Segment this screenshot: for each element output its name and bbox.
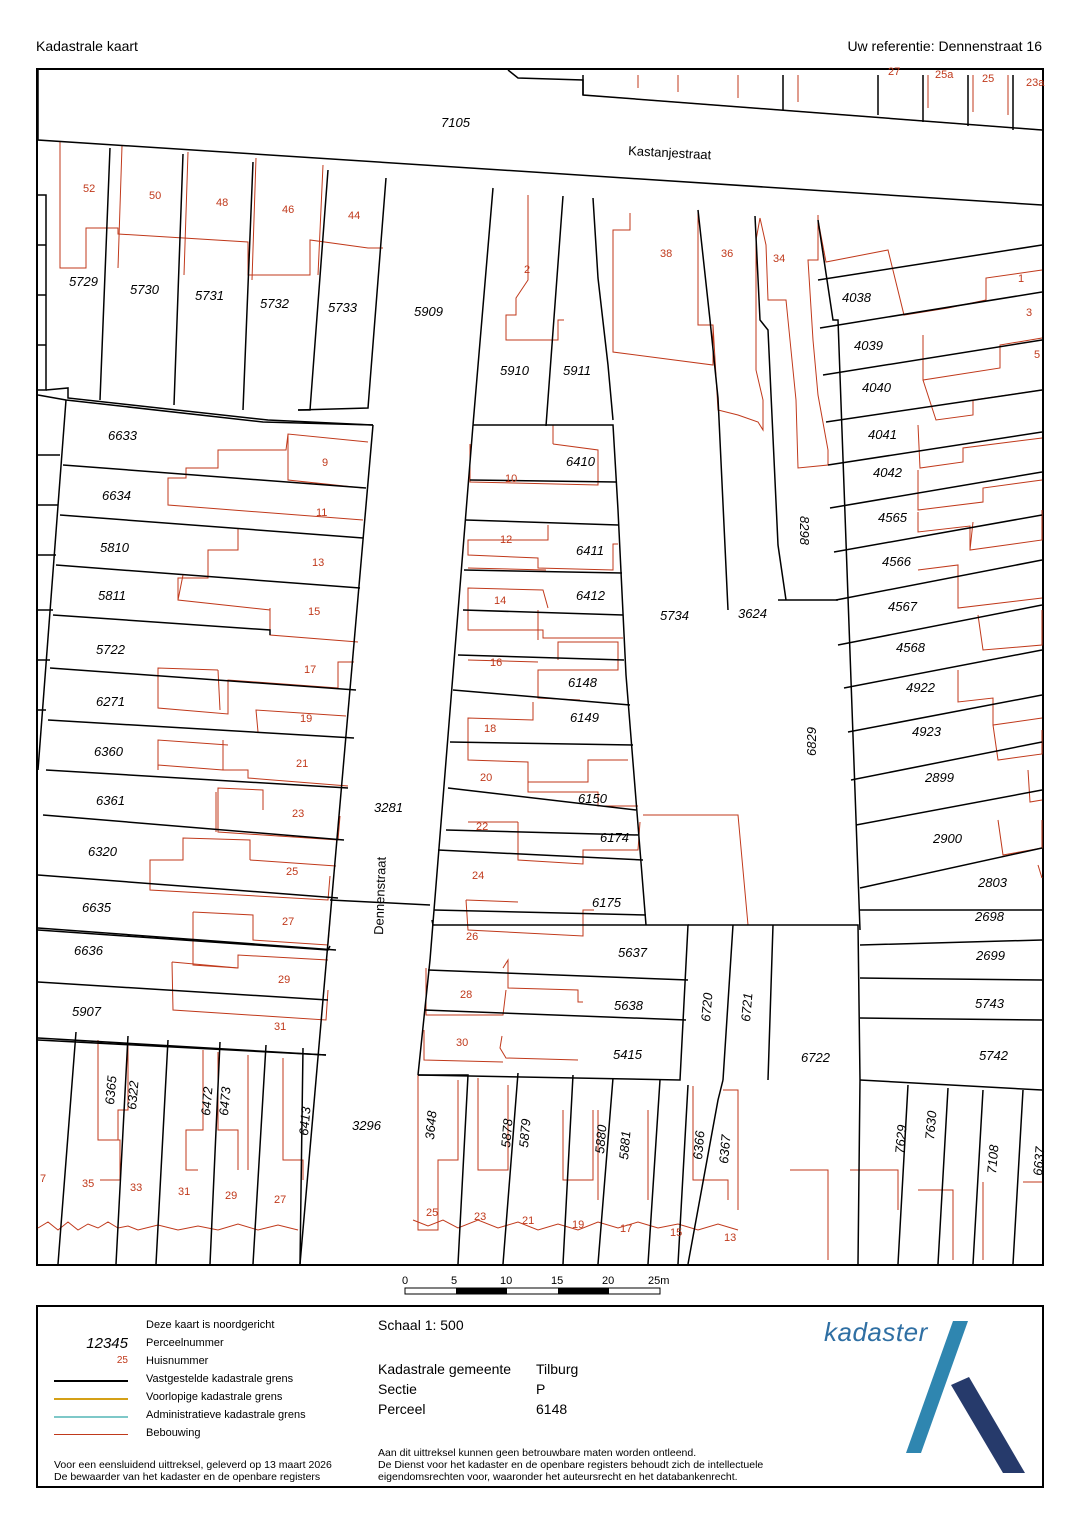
parcel-number[interactable]: 6174 — [600, 830, 629, 845]
provisional-boundary-line-icon — [54, 1398, 128, 1400]
house-number: 20 — [480, 772, 493, 784]
parcel-number[interactable]: 6360 — [94, 744, 123, 759]
parcel-number[interactable]: 4566 — [882, 554, 911, 569]
house-number: 27 — [274, 1194, 287, 1206]
parcel-number[interactable]: 5729 — [69, 274, 98, 289]
parcel-number[interactable]: 3281 — [374, 800, 403, 815]
disclaimer-2: De Dienst voor het kadaster en de openbare registers behoudt zich de intellectuele — [378, 1459, 764, 1471]
parcel-number[interactable]: 6410 — [566, 454, 595, 469]
parcel-number[interactable]: 5811 — [98, 588, 126, 603]
parcel-number[interactable]: 5742 — [979, 1048, 1008, 1063]
parcel-number[interactable]: 5730 — [130, 282, 159, 297]
section-value: P — [536, 1381, 546, 1397]
house-number: 17 — [620, 1223, 633, 1235]
parcel-number[interactable]: 4038 — [842, 290, 871, 305]
parcel-number[interactable]: 7108 — [984, 1144, 1002, 1175]
house-number: 35 — [82, 1178, 95, 1190]
house-number: 48 — [216, 197, 229, 209]
house-number: 17 — [304, 664, 317, 676]
house-number: 31 — [274, 1021, 287, 1033]
house-number: 19 — [572, 1219, 585, 1231]
parcel-number[interactable]: 2699 — [976, 948, 1005, 963]
parcel-number[interactable]: 6148 — [568, 675, 597, 690]
municipality-value: Tilburg — [536, 1361, 579, 1377]
parcel-number[interactable]: 6829 — [804, 727, 819, 756]
parcel-number[interactable]: 6366 — [690, 1130, 708, 1161]
house-number: 46 — [282, 204, 295, 216]
parcel-number[interactable]: 5637 — [618, 945, 647, 960]
house-number: 15 — [308, 606, 321, 618]
house-numbers — [40, 66, 1045, 1244]
parcel-number[interactable]: 3624 — [738, 606, 767, 621]
house-number: 22 — [476, 821, 489, 833]
house-number: 31 — [178, 1186, 191, 1198]
parcel-number[interactable]: 4922 — [906, 680, 935, 695]
parcel-label: Perceel — [378, 1401, 426, 1417]
house-number: 16 — [490, 657, 503, 669]
parcel-number[interactable]: 5878 — [498, 1118, 516, 1149]
house-number: 7 — [40, 1173, 47, 1185]
house-number: 13 — [724, 1232, 737, 1244]
parcel-number[interactable]: 5879 — [516, 1118, 534, 1149]
scale-tick-label: 20 — [602, 1275, 615, 1287]
disclaimer-3: eigendomsrechten voor, waaronder het auteursrecht en het databankenrecht. — [378, 1471, 738, 1483]
parcel-number[interactable]: 4567 — [888, 599, 917, 614]
house-number: 14 — [494, 595, 507, 607]
municipality-label: Kadastrale gemeente — [378, 1361, 512, 1377]
parcel-number[interactable]: 5722 — [96, 642, 125, 657]
scale-text: Schaal 1: 500 — [378, 1317, 464, 1333]
house-number: 3 — [1026, 307, 1033, 319]
house-number: 21 — [522, 1215, 535, 1227]
scale-tick-label: 5 — [451, 1275, 458, 1287]
legend-panel: Deze kaart is noordgericht 12345 Perceelnummer 25 Huisnummer Vastgestelde kadastrale grens Voorlopige kadastrale grens Administratieve kadastrale grens Bebouwing Voor een eensluidend uittreksel, geleverd op 13 maart 2026 De bewaarder van het kadaster en de openbare registers Schaal 1: 500 Kadastrale gemeente Tilburg Sectie P Perceel 6148 Aan dit uittreksel kunnen geen betrouwbare maten worden ontleend. De Dienst voor het kadaster en de openbare registers behoudt zich de intellectuele eigendomsrechten voor, waaronder het auteursrecht en het databankenrecht. kadaster — [36, 1305, 1044, 1488]
house-number: 44 — [348, 210, 361, 222]
house-number: 5 — [1034, 349, 1041, 361]
parcel-number[interactable]: 6411 — [576, 543, 604, 558]
parcel-number[interactable]: 6722 — [801, 1050, 830, 1065]
house-number: 23 — [474, 1211, 487, 1223]
parcel-number[interactable]: 2803 — [978, 875, 1007, 890]
parcel-number[interactable]: 6412 — [576, 588, 605, 603]
parcel-number[interactable]: 5415 — [613, 1047, 642, 1062]
kadaster-logo-icon — [823, 1315, 1033, 1483]
parcel-number[interactable]: 4042 — [873, 465, 902, 480]
parcel-number[interactable]: 5881 — [616, 1130, 634, 1161]
house-number: 29 — [225, 1190, 238, 1202]
parcel-number[interactable]: 6720 — [698, 992, 716, 1023]
parcel-number[interactable]: 6637 — [1030, 1146, 1048, 1177]
parcel-number[interactable]: 6365 — [102, 1075, 120, 1106]
parcel-number[interactable]: 2900 — [933, 831, 962, 846]
house-number: 29 — [278, 974, 291, 986]
house-number: 52 — [83, 183, 96, 195]
house-number: 25 — [982, 73, 995, 85]
street-label-kastanjestraat: Kastanjestraat — [627, 143, 712, 163]
parcel-number[interactable]: 6175 — [592, 895, 621, 910]
house-number: 10 — [505, 473, 518, 485]
house-number: 2 — [524, 264, 531, 276]
house-number: 23a — [1026, 77, 1045, 89]
house-number: 11 — [316, 507, 328, 519]
disclaimer-1: Aan dit uittreksel kunnen geen betrouwbare maten worden ontleend. — [378, 1447, 697, 1459]
house-number: 25 — [426, 1207, 439, 1219]
fixed-boundary-line-icon — [54, 1380, 128, 1382]
scale-tick-label: 15 — [551, 1275, 564, 1287]
parcel-number[interactable]: 6149 — [570, 710, 599, 725]
legend-footnote-1: Voor een eensluidend uittreksel, geleverd op 13 maart 2026 — [54, 1459, 332, 1471]
parcel-number[interactable]: 2899 — [925, 770, 954, 785]
street-label-dennenstraat: Dennenstraat — [371, 856, 389, 936]
house-number: 15 — [670, 1227, 683, 1239]
scale-tick-label: 10 — [500, 1275, 513, 1287]
parcel-number[interactable]: 7629 — [892, 1124, 910, 1155]
parcel-number[interactable]: 6413 — [296, 1106, 314, 1137]
admin-boundary-line-icon — [54, 1416, 128, 1418]
house-number: 34 — [773, 253, 786, 265]
house-number: 36 — [721, 248, 734, 260]
scale-tick-label: 25m — [648, 1275, 670, 1287]
parcel-number[interactable]: 5810 — [100, 540, 129, 555]
cadastral-map[interactable] — [36, 66, 1048, 1266]
house-number: 18 — [484, 723, 497, 735]
house-number: 1 — [1018, 273, 1025, 285]
house-number: 50 — [149, 190, 162, 202]
parcel-number[interactable]: 6634 — [102, 488, 131, 503]
house-number: 24 — [472, 870, 485, 882]
parcel-number[interactable]: 5910 — [500, 363, 529, 378]
parcel-number[interactable]: 4923 — [912, 724, 941, 739]
parcel-number[interactable]: 7630 — [922, 1110, 940, 1141]
parcel-number[interactable]: 6635 — [82, 900, 111, 915]
parcel-number[interactable]: 4039 — [854, 338, 883, 353]
parcel-number[interactable]: 2698 — [975, 909, 1004, 924]
house-number: 27 — [282, 916, 295, 928]
reference-label: Uw referentie: Dennenstraat 16 — [847, 38, 1042, 54]
house-number: 33 — [130, 1182, 143, 1194]
parcel-number[interactable]: 7105 — [441, 115, 470, 130]
parcel-number[interactable]: 5911 — [563, 363, 591, 378]
building-line-icon — [54, 1434, 128, 1435]
parcel-number[interactable]: 6320 — [88, 844, 117, 859]
house-number: 25a — [935, 69, 954, 81]
parcel-number[interactable]: 6721 — [738, 992, 756, 1023]
parcel-value: 6148 — [536, 1401, 568, 1417]
parcel-number[interactable]: 4565 — [878, 510, 907, 525]
parcel-number[interactable]: 5734 — [660, 608, 689, 623]
house-number: 28 — [460, 989, 473, 1001]
house-number: 13 — [312, 557, 325, 569]
house-number: 30 — [456, 1037, 469, 1049]
scale-bar — [400, 1272, 670, 1302]
parcel-number[interactable]: 5638 — [614, 998, 643, 1013]
parcel-number[interactable]: 6367 — [716, 1134, 734, 1165]
parcel-number[interactable]: 5732 — [260, 296, 289, 311]
parcel-number[interactable]: 6271 — [96, 694, 125, 709]
house-number: 19 — [300, 713, 313, 725]
parcel-number[interactable]: 5880 — [592, 1124, 610, 1155]
parcel-number[interactable]: 6636 — [74, 943, 103, 958]
scale-tick-label: 0 — [402, 1275, 409, 1287]
parcel-number[interactable]: 8298 — [797, 516, 812, 545]
legend-footnote-2: De bewaarder van het kadaster en de openbare registers — [54, 1471, 321, 1483]
house-number: 26 — [466, 931, 479, 943]
house-number: 21 — [296, 758, 309, 770]
parcel-number[interactable]: 6150 — [578, 791, 607, 806]
house-number: 23 — [292, 808, 305, 820]
section-label: Sectie — [378, 1381, 417, 1397]
parcel-number[interactable]: 5743 — [975, 996, 1004, 1011]
parcel-number[interactable]: 5909 — [414, 304, 443, 319]
parcel-number[interactable]: 3296 — [352, 1118, 381, 1133]
kadaster-wordmark: kadaster — [824, 1317, 928, 1347]
parcel-number[interactable]: 5733 — [328, 300, 357, 315]
parcel-number[interactable]: 5731 — [195, 288, 224, 303]
parcel-number[interactable]: 5907 — [72, 1004, 101, 1019]
house-number: 12 — [500, 534, 513, 546]
house-number: 25 — [286, 866, 299, 878]
parcel-number[interactable]: 4041 — [868, 427, 897, 442]
house-number: 38 — [660, 248, 673, 260]
house-number: 9 — [322, 457, 329, 469]
parcel-number[interactable]: 6473 — [216, 1086, 234, 1117]
page-title: Kadastrale kaart — [36, 38, 138, 54]
parcel-number[interactable]: 6633 — [108, 428, 137, 443]
parcel-number[interactable]: 4568 — [896, 640, 925, 655]
parcel-number[interactable]: 6322 — [124, 1080, 142, 1111]
parcel-number[interactable]: 6361 — [96, 793, 125, 808]
parcel-number[interactable]: 4040 — [862, 380, 891, 395]
parcel-number[interactable]: 6472 — [198, 1086, 216, 1117]
parcel-number[interactable]: 3648 — [422, 1110, 440, 1141]
house-number: 27 — [888, 66, 901, 78]
